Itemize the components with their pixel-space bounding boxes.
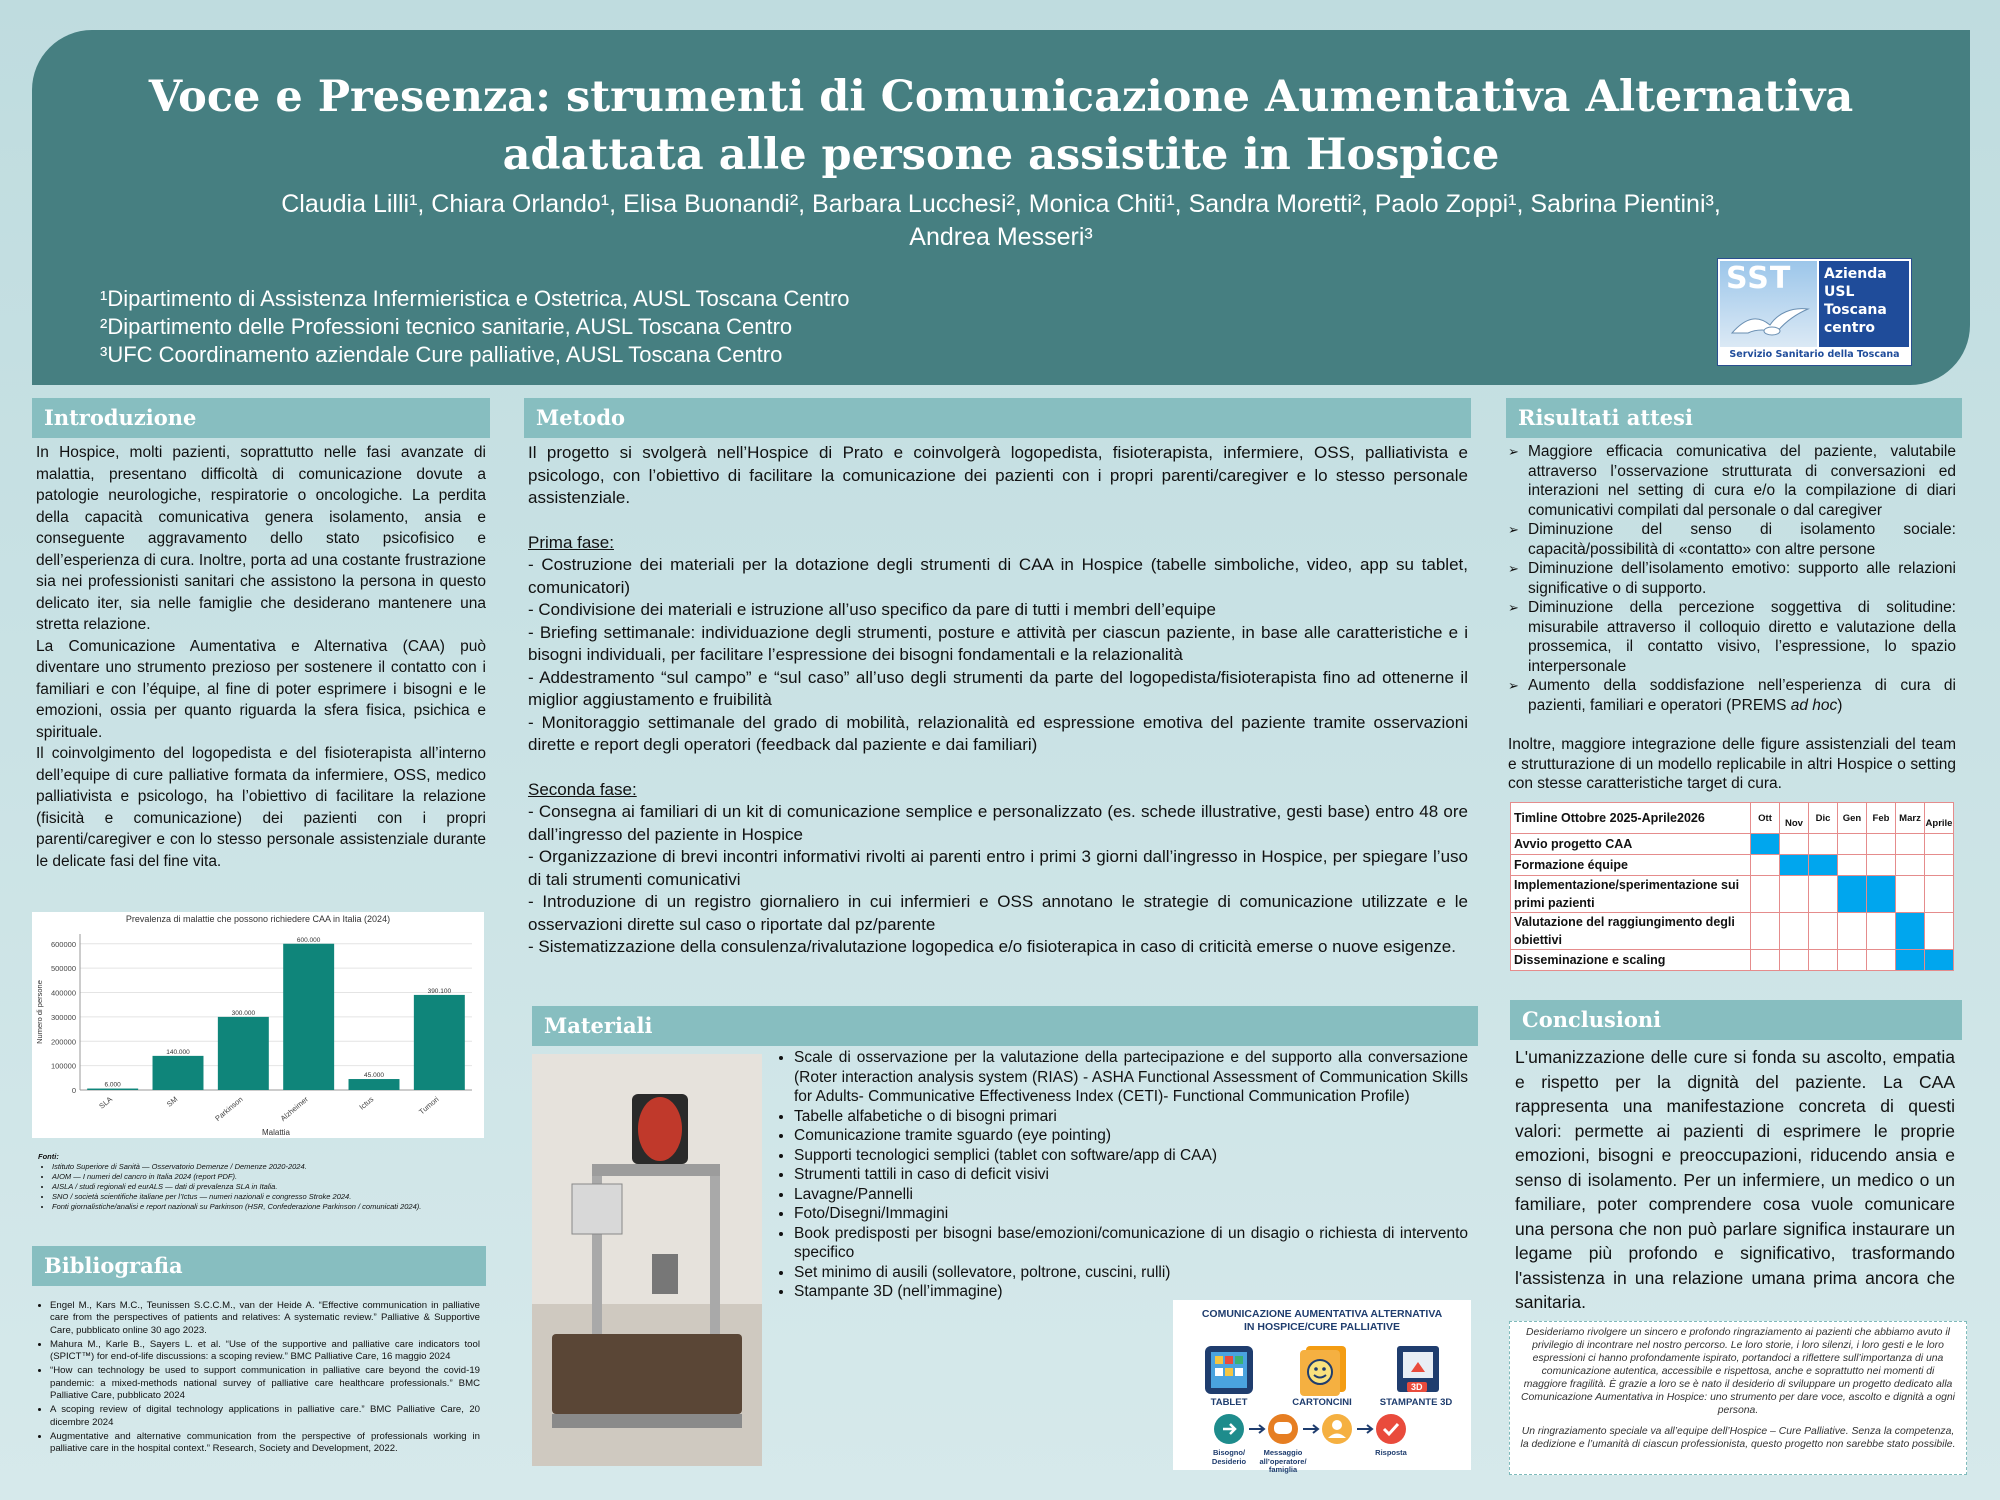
- fonti-item: • AISLA / studi regionali ed eurALS — dati di prevalenza SLA in Italia.: [52, 1182, 488, 1192]
- chart-xtick-label: Parkinson: [213, 1094, 245, 1123]
- timeline-row: [1511, 834, 1954, 855]
- prima-fase-item: - Briefing settimanale: individuazione degli strumenti, posture e attività per ciascun paziente, in base alle caratteristiche e i bisogni individuali, per facilitare l’espressione dei bisogni fondamentali e la relazionalità: [528, 622, 1468, 664]
- timeline-cell: [1867, 876, 1896, 913]
- materiali-item: • Foto/Disegni/Immagini: [794, 1204, 1468, 1224]
- cartoncini-icon: [1296, 1342, 1350, 1396]
- chart-value-label: 300.000: [231, 1009, 256, 1017]
- risultati-item-end: ): [1837, 696, 1843, 714]
- risultati-heading: Risultati attesi: [1506, 398, 1962, 438]
- bibliografia-item: • Mahura M., Karle B., Sayers L. et al. “Use of the supportive and palliative care indicators tool (SPICT™) for end-of-life discussions: a scoping review.” BMC Palliative Care, 16 maggio 2024: [50, 1339, 480, 1364]
- timeline-cell: [1751, 913, 1780, 950]
- timeline-cell: [1925, 876, 1954, 913]
- conclusioni-text: L'umanizzazione delle cure si fonda su ascolto, empatia e rispetto per la dignità del paziente. La CAA rappresenta una manifestazione concreta di questi valori: permette ai pazienti di esprimere le proprie emozioni, bisogni e preoccupazioni, riducendo ansia e senso di isolamento. Per un infermiere, un medico o un familiare, poter comprendere cosa vuole comunicare una persona che non può parlare significa instaurare un legame più profondo e significativo, trasformando l'assistenza in una relazione umana prima ancora che sanitaria.: [1515, 1047, 1955, 1312]
- chart-xtick-label: SM: [164, 1094, 180, 1109]
- caa-title-line-2: IN HOSPICE/CURE PALLIATIVE: [1244, 1321, 1400, 1333]
- materiali-item: • Scale di osservazione per la valutazione della partecipazione e del supporto alla conversazione (Roter interaction analysis system (RIAS) - ASHA Functional Assessment of Communication Skills for Adults- Communicative Effectiveness Index (CETI)- Functional Communication Profile): [794, 1048, 1468, 1107]
- authors: [122, 188, 1880, 254]
- authors-line-1: Claudia Lilli¹, Chiara Orlando¹, Elisa Buonandi², Barbara Lucchesi², Monica Chiti¹, Sandra Moretti², Paolo Zoppi¹, Sabrina Pientini³,: [281, 190, 1721, 218]
- 3d-printer-icon: [532, 1054, 762, 1466]
- timeline-cell: [1838, 855, 1867, 876]
- timeline-table: [1510, 802, 1954, 971]
- caa-infographic-title: [1173, 1308, 1471, 1334]
- chart-value-label: 6.000: [104, 1081, 121, 1089]
- chart-title: Prevalenza di malattie che possono richiedere CAA in Italia (2024): [125, 914, 391, 924]
- materiali-item: • Stampante 3D (nell’immagine): [794, 1282, 1468, 1302]
- communication-flow-icon: [1213, 1413, 1433, 1447]
- materiali-list: [776, 1048, 1468, 1302]
- metodo-heading: Metodo: [524, 398, 1471, 438]
- fonti-item: • SNO / società scientifiche italiane per l’Ictus — numeri nazionali e congresso Stroke 2024.: [52, 1192, 488, 1202]
- timeline-cell: [1896, 913, 1925, 950]
- ad-hoc-text: ad hoc: [1790, 696, 1838, 714]
- metodo-intro: Il progetto si svolgerà nell’Hospice di Prato e coinvolgerà logopedista, fisioterapista, infermiere, OSS, palliativista e psicologo, con l’obiettivo di facilitare la comunicazione dei pazienti con i propri parenti/caregiver e lo stesso personale assistenziale.: [528, 443, 1468, 507]
- timeline-row-label: Disseminazione e scaling: [1511, 950, 1751, 971]
- seconda-fase-item: - Sistematizzazione della consulenza/rivalutazione logopedica e/o fisioterapica in caso di criticità emerse o nuove esigenze.: [528, 937, 1456, 956]
- title-line-2: adattata alle persone assistite in Hospice: [502, 130, 1500, 180]
- prima-fase-item: - Condivisione dei materiali e istruzione all’uso specifico da pare di tutti i membri dell’equipe: [528, 600, 1216, 619]
- risultati-inoltre: Inoltre, maggiore integrazione delle figure assistenziali del team e strutturazione di un modello replicabile in altri Hospice o setting con stesse caratteristiche target di cura.: [1508, 736, 1956, 792]
- seconda-fase-item: - Consegna ai familiari di un kit di comunicazione semplice e personalizzato (es. schede illustrative, gesti base) entro 48 ore dall’ingresso del paziente in Hospice: [528, 802, 1468, 844]
- caa-title-line-1: COMUNICAZIONE AUMENTATIVA ALTERNATIVA: [1201, 1308, 1443, 1320]
- timeline-cell: [1780, 876, 1809, 913]
- flow-label-bisogno: Bisogno/ Desiderio: [1211, 1448, 1247, 1466]
- timeline-cell: [1867, 855, 1896, 876]
- affiliation-3: ³UFC Coordinamento aziendale Cure palliative, AUSL Toscana Centro: [100, 342, 783, 367]
- timeline-row-label: Valutazione del raggiungimento degli obiettivi: [1511, 913, 1751, 950]
- chart-bar: [349, 1079, 400, 1090]
- timeline-row: [1511, 950, 1954, 971]
- bibliografia-item: • “How can technology be used to support communication in palliative care beyond the covid-19 pandemic: a mixed-methods national survey of palliative care healthcare professionals.” BMC Palliative Care, pubblicato 2024: [50, 1365, 480, 1402]
- risultati-item-text: Aumento della soddisfazione nell’esperienza di cura di pazienti, familiari e operatori (PREMS: [1528, 677, 1956, 714]
- chart-ytick-label: 600000: [50, 939, 76, 949]
- risultati-text: [1508, 442, 1956, 794]
- chart-ytick-label: 300000: [50, 1012, 76, 1022]
- logo-line-4: centro: [1824, 320, 1875, 336]
- 3d-printer-photo: [532, 1054, 762, 1466]
- spacer: [528, 510, 1468, 532]
- bibliografia-item: • Augmentative and alternative communication from the perspective of professionals working in palliative care in the hospital context.” Research, Society and Development, 2022.: [50, 1431, 480, 1456]
- caa-label-stampante: STAMPANTE 3D: [1379, 1397, 1453, 1408]
- timeline-month: Feb: [1867, 803, 1896, 834]
- timeline-cell: [1780, 950, 1809, 971]
- usl-toscana-logo: [1717, 258, 1912, 366]
- timeline-cell: [1867, 913, 1896, 950]
- timeline-cell: [1925, 834, 1954, 855]
- timeline-cell: [1896, 950, 1925, 971]
- seconda-fase-item: - Introduzione di un registro giornaliero in cui infermieri e OSS annotano le strategie di comunicazione utilizzate e le osservazioni dirette sul caso o riportate dal pz/parente: [528, 892, 1468, 934]
- bibliografia-item: • A scoping review of digital technology applications in palliative care.” BMC Palliative Care, 20 dicembre 2024: [50, 1404, 480, 1429]
- chart-xtick-label: Ictus: [357, 1094, 376, 1112]
- conclusioni-heading: Conclusioni: [1510, 1000, 1962, 1040]
- caa-label-cartoncini: CARTONCINI: [1292, 1397, 1352, 1408]
- intro-paragraph-3: Il coinvolgimento del logopedista e del fisioterapista all’interno dell’equipe di cure palliative formata da infermiere, OSS, medico palliativista e psicologo, ha l’obiettivo di facilitare la relazione (fisicità e comunicazione) dei pazienti con i propri parenti/caregiver e con lo stesso personale assistenziale durante le delicate fasi del fine vita.: [36, 745, 486, 870]
- timeline-cell: [1751, 876, 1780, 913]
- ringraziamenti-box: [1509, 1321, 1967, 1475]
- timeline-cell: [1925, 855, 1954, 876]
- prima-fase-title: Prima fase:: [528, 532, 614, 552]
- flow-label-messaggio: Messaggio all’operatore/ famiglia: [1259, 1448, 1307, 1474]
- timeline-cell: [1809, 855, 1838, 876]
- materiali-item: • Comunicazione tramite sguardo (eye pointing): [794, 1126, 1468, 1146]
- timeline-month: Aprile: [1925, 803, 1954, 834]
- chart-ytick-label: 500000: [50, 964, 76, 974]
- bibliografia-item: • Engel M., Kars M.C., Teunissen S.C.C.M., van der Heide A. “Effective communication in palliative care from the perspectives of patients and relatives: A systematic review.” Palliative & Supportive Care, pubblicato online 30 ago 2023.: [50, 1300, 480, 1337]
- chart-bar: [87, 1089, 138, 1090]
- chart-bar: [218, 1017, 269, 1090]
- chart-value-label: 600.000: [296, 936, 321, 944]
- timeline-month: Gen: [1838, 803, 1867, 834]
- timeline-cell: [1896, 876, 1925, 913]
- timeline-row-label: Implementazione/sperimentazione sui primi pazienti: [1511, 876, 1751, 913]
- risultati-item: ➢ Diminuzione della percezione soggettiva di solitudine: misurabile attraverso il colloquio diretto e valutazione della prossemica, il contatto visivo, l’espressione, lo spazio interpersonale: [1508, 598, 1956, 676]
- timeline-cell: [1809, 876, 1838, 913]
- fonti-item: • Istituto Superiore di Sanità — Osservatorio Demenze / Demenze 2020-2024.: [52, 1162, 488, 1172]
- materiali-item: • Book predisposti per bisogni base/emozioni/comunicazione di un disagio o richiesta di intervento specifico: [794, 1224, 1468, 1263]
- prima-fase-item: - Monitoraggio settimanale del grado di mobilità, relazionalità ed espressione emotiva del paziente tramite osservazioni dirette e report degli operatori (feedback dal paziente e dai familiari): [528, 712, 1468, 754]
- timeline-month: Dic: [1809, 803, 1838, 834]
- timeline-cell: [1780, 855, 1809, 876]
- timeline-cell: [1867, 950, 1896, 971]
- timeline-month: Ott: [1751, 803, 1780, 834]
- timeline-cell: [1751, 855, 1780, 876]
- prima-fase-item: - Addestramento “sul campo” e “sul caso” all’uso degli strumenti da parte del logopedista/fisioterapista fino ad ottenerne il miglior aggiustamento e fruibilità: [528, 667, 1468, 709]
- materiali-item: • Supporti tecnologici semplici (tablet con software/app di CAA): [794, 1146, 1468, 1166]
- materiali-item: • Set minimo di ausili (sollevatore, poltrone, cuscini, rulli): [794, 1263, 1468, 1283]
- logo-line-1: Azienda: [1824, 266, 1887, 282]
- timeline-cell: [1751, 834, 1780, 855]
- intro-paragraph-2: La Comunicazione Aumentativa e Alternativa (CAA) può diventare uno strumento prezioso per sostenere il contatto con i familiari e con l’équipe, al fine di poter esprimere i bisogni e le emozioni, ossia per quanto riguarda la sfera fisica, psichica e spirituale.: [36, 637, 486, 741]
- timeline-cell: [1809, 913, 1838, 950]
- timeline-month: Marz: [1896, 803, 1925, 834]
- metodo-text: [528, 442, 1468, 959]
- timeline-row-label: Avvio progetto CAA: [1511, 834, 1751, 855]
- ringraziamenti-equipe: Un ringraziamento speciale va all’equipe dell’Hospice – Cure Palliative. Senza la competenza, la dedizione e l’umanità di ciascun professionista, questo progetto non sarebbe stato possibile.: [1520, 1426, 1956, 1450]
- timeline-cell: [1838, 834, 1867, 855]
- spacer: [528, 757, 1468, 779]
- materiali-item: • Strumenti tattili in caso di deficit visivi: [794, 1165, 1468, 1185]
- prevalence-chart-svg: [32, 912, 484, 1138]
- logo-line-2: USL: [1824, 284, 1855, 300]
- risultati-item: ➢ Diminuzione dell’isolamento emotivo: supporto alle relazioni significative o di supporto.: [1508, 559, 1956, 598]
- sst-logo-text: SST: [1726, 261, 1792, 296]
- risultati-item: ➢ Maggiore efficacia comunicativa del paziente, valutabile attraverso l’osservazione strutturata di conversazioni ed interazioni nel setting di cura e/o la compilazione di diari comunicativi compilati dal personale o dal caregiver: [1508, 442, 1956, 520]
- title-line-1: Voce e Presenza: strumenti di Comunicazione Aumentativa Alternativa: [148, 72, 1854, 122]
- chart-ytick-label: 400000: [50, 988, 76, 998]
- affiliation-1: ¹Dipartimento di Assistenza Infermieristica e Ostetrica, AUSL Toscana Centro: [100, 286, 850, 311]
- poster-title: [32, 68, 1970, 184]
- introduzione-heading: Introduzione: [32, 398, 490, 438]
- timeline-cell: [1809, 950, 1838, 971]
- materiali-heading: Materiali: [532, 1006, 1478, 1046]
- risultati-item: ➢ Diminuzione del senso di isolamento sociale: capacità/possibilità di «contatto» con altre persone: [1508, 520, 1956, 559]
- ringraziamenti-pazienti: Desideriamo rivolgere un sincero e profondo ringraziamento ai pazienti che abbiamo avuto il privilegio di incontrare nel nostro percorso. Le loro storie, i loro silenzi, i loro gesti e le loro espressioni ci hanno profondamente ispirato, portandoci a riflettere sull’importanza di una comunicazione autentica, accessibile e rispettosa, anche e soprattutto nei momenti di maggiore fragilità. È grazie a loro se è nato il desiderio di sviluppare un progetto dedicato alla Comunicazione Aumentativa in Hospice: uno strumento per dare voce, ascolto e dignità a ogni persona.: [1521, 1327, 1955, 1416]
- materiali-item: • Tabelle alfabetiche o di bisogni primari: [794, 1107, 1468, 1127]
- timeline-cell: [1838, 950, 1867, 971]
- chart-xtick-label: Tumori: [417, 1094, 441, 1117]
- timeline-cell: [1896, 855, 1925, 876]
- prevalence-chart: [32, 912, 484, 1138]
- chart-bar: [283, 944, 334, 1090]
- chart-y-label: Numero di persone: [35, 980, 44, 1044]
- materiali-item: • Lavagne/Pannelli: [794, 1185, 1468, 1205]
- chart-bar: [153, 1056, 204, 1090]
- authors-line-2: Andrea Messeri³: [909, 223, 1093, 251]
- fonti-item: • AIOM — I numeri del cancro in Italia 2024 (report PDF).: [52, 1172, 488, 1182]
- seconda-fase-item: - Organizzazione di brevi incontri informativi rivolti ai parenti entro i primi 3 giorni dall’ingresso in Hospice, per spiegare l’uso di tali strumenti comunicativi: [528, 847, 1468, 889]
- timeline-cell: [1838, 876, 1867, 913]
- chart-ytick-label: 100000: [50, 1061, 76, 1071]
- chart-value-label: 390.100: [427, 987, 452, 995]
- logo-line-3: Toscana: [1824, 302, 1887, 318]
- timeline-row: [1511, 855, 1954, 876]
- tablet-icon: [1203, 1344, 1255, 1396]
- chart-x-label: Malattia: [261, 1128, 291, 1137]
- affiliations: [100, 285, 1300, 369]
- timeline-header-row: [1511, 803, 1954, 834]
- bibliografia-heading: Bibliografia: [32, 1246, 486, 1286]
- timeline-cell: [1925, 913, 1954, 950]
- chart-value-label: 140.000: [166, 1048, 190, 1056]
- timeline-row: [1511, 913, 1954, 950]
- timeline-cell: [1780, 834, 1809, 855]
- fonti: [38, 1152, 488, 1212]
- caa-label-tablet: TABLET: [1210, 1397, 1248, 1408]
- intro-paragraph-1: In Hospice, molti pazienti, soprattutto nelle fasi avanzate di malattia, presentano difficoltà di comunicazione dovute a patologie neurologiche, respiratorie o oncologiche. La perdita della capacità comunicativa genera isolamento, ansia e conseguente aggravamento dello stato psicofisico e dell’esperienza di cura. Inoltre, porta ad una costante frustrazione sia nei professionisti sanitari che assistono la persona in questo delicato iter, sia nelle famiglie che desiderano mantenere una stretta relazione.: [36, 444, 486, 633]
- affiliation-2: ²Dipartimento delle Professioni tecnico sanitarie, AUSL Toscana Centro: [100, 314, 793, 339]
- caa-infographic: [1173, 1300, 1471, 1474]
- fonti-list: [38, 1162, 488, 1212]
- timeline-cell: [1780, 913, 1809, 950]
- fonti-item: • Fonti giornalistiche/analisi e report nazionali su Parkinson (HSR, Confederazione Parkinson / comunicati 2024).: [52, 1202, 488, 1212]
- chart-xtick-label: Alzheimer: [278, 1094, 310, 1123]
- timeline-header: Timline Ottobre 2025-Aprile2026: [1511, 803, 1751, 834]
- poster-header: [32, 30, 1970, 385]
- timeline-row-label: Formazione équipe: [1511, 855, 1751, 876]
- chart-bar: [414, 995, 465, 1090]
- introduzione-text: [36, 442, 486, 872]
- timeline-cell: [1809, 834, 1838, 855]
- timeline-row: [1511, 876, 1954, 913]
- timeline-cell: [1838, 913, 1867, 950]
- chart-xtick-label: SLA: [97, 1094, 114, 1111]
- 3d-badge: 3D: [1407, 1382, 1427, 1392]
- chart-value-label: 45.000: [364, 1072, 384, 1080]
- timeline-cell: [1751, 950, 1780, 971]
- timeline-cell: [1896, 834, 1925, 855]
- logo-footer: Servizio Sanitario della Toscana: [1729, 349, 1900, 360]
- bibliografia-list: [38, 1300, 480, 1458]
- timeline-cell: [1925, 950, 1954, 971]
- chart-ytick-label: 200000: [50, 1037, 76, 1047]
- seagull-icon: [1728, 299, 1812, 345]
- azienda-logo-text: [1824, 265, 1908, 337]
- timeline-month: Nov: [1780, 803, 1809, 834]
- risultati-item-last: [1508, 676, 1956, 715]
- fonti-label: Fonti:: [38, 1152, 59, 1161]
- flow-label-risposta: Risposta: [1375, 1448, 1407, 1457]
- seconda-fase-title: Seconda fase:: [528, 779, 637, 799]
- chart-ytick-label: 0: [71, 1086, 76, 1095]
- timeline-cell: [1867, 834, 1896, 855]
- prima-fase-item: - Costruzione dei materiali per la dotazione degli strumenti di CAA in Hospice (tabelle simboliche, video, app su tablet, comunicatori): [528, 555, 1468, 597]
